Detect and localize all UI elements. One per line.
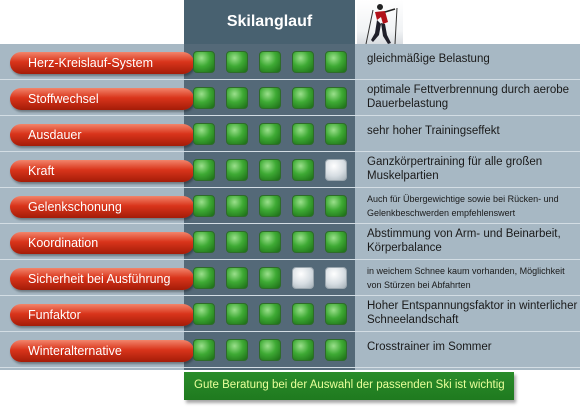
criteria-row — [0, 224, 580, 260]
criteria-description: in weichem Schnee kaum vorhanden, Möglichkeit von Stürzen bei Abfahrten — [367, 266, 565, 290]
criteria-label: Sicherheit bei Ausführung — [10, 268, 194, 290]
criteria-description: Auch für Übergewichtige sowie bei Rücken- und Gelenkbeschwerden empfehlenswert — [367, 194, 559, 218]
rating-square-filled — [193, 303, 215, 325]
rating-square-filled — [292, 51, 314, 73]
criteria-row — [0, 332, 580, 368]
rating-square-filled — [259, 303, 281, 325]
rating-square-filled — [193, 231, 215, 253]
rating-square-filled — [193, 51, 215, 73]
rating-square-filled — [193, 195, 215, 217]
rating-square-filled — [193, 339, 215, 361]
rating-square-filled — [193, 87, 215, 109]
rating-square-filled — [226, 339, 248, 361]
rating-square-empty — [325, 267, 347, 289]
rating-square-empty — [325, 159, 347, 181]
rating-square-filled — [292, 339, 314, 361]
criteria-description: Abstimmung von Arm- und Beinarbeit, Körperbalance — [367, 228, 561, 254]
rating-square-filled — [259, 195, 281, 217]
rating-square-filled — [325, 195, 347, 217]
rating-square-filled — [193, 159, 215, 181]
criteria-label: Gelenkschonung — [10, 196, 194, 218]
skier-photo — [357, 0, 403, 44]
criteria-description: sehr hoher Trainingseffekt — [367, 125, 500, 137]
footer-note: Gute Beratung bei der Auswahl der passenden Ski ist wichtig — [184, 372, 514, 400]
rating-square-filled — [226, 303, 248, 325]
criteria-row — [0, 116, 580, 152]
rating-square-filled — [259, 339, 281, 361]
criteria-row — [0, 260, 580, 296]
skier-icon — [357, 0, 403, 44]
criteria-label: Herz-Kreislauf-System — [10, 52, 194, 74]
criteria-row — [0, 152, 580, 188]
rating-square-filled — [226, 159, 248, 181]
rating-square-filled — [259, 87, 281, 109]
rating-square-filled — [259, 123, 281, 145]
rating-square-filled — [193, 123, 215, 145]
rating-square-filled — [292, 123, 314, 145]
rating-square-filled — [325, 231, 347, 253]
rating-square-filled — [259, 231, 281, 253]
rating-square-filled — [325, 339, 347, 361]
rating-square-filled — [226, 195, 248, 217]
rating-square-filled — [325, 303, 347, 325]
rating-square-filled — [259, 267, 281, 289]
rating-square-filled — [325, 51, 347, 73]
rating-square-filled — [292, 87, 314, 109]
criteria-label: Ausdauer — [10, 124, 194, 146]
rating-square-filled — [193, 267, 215, 289]
rating-square-filled — [292, 231, 314, 253]
criteria-description: Ganzkörpertraining für alle großen Muskelpartien — [367, 156, 543, 182]
criteria-label: Stoffwechsel — [10, 88, 194, 110]
rating-square-filled — [226, 231, 248, 253]
criteria-label: Funfaktor — [10, 304, 194, 326]
criteria-row — [0, 188, 580, 224]
criteria-row — [0, 80, 580, 116]
criteria-description: Crosstrainer im Sommer — [367, 341, 492, 353]
criteria-description: gleichmäßige Belastung — [367, 53, 490, 65]
rating-square-empty — [292, 267, 314, 289]
rating-square-filled — [226, 87, 248, 109]
criteria-label: Koordination — [10, 232, 194, 254]
criteria-label: Kraft — [10, 160, 194, 182]
criteria-row — [0, 44, 580, 80]
rating-square-filled — [259, 51, 281, 73]
criteria-description: Hoher Entspannungsfaktor in winterlicher Schneelandschaft — [367, 300, 578, 326]
rating-square-filled — [292, 195, 314, 217]
rating-square-filled — [226, 123, 248, 145]
rating-square-filled — [226, 51, 248, 73]
rating-square-filled — [325, 87, 347, 109]
rating-square-filled — [325, 123, 347, 145]
criteria-row — [0, 296, 580, 332]
rating-square-filled — [226, 267, 248, 289]
chart-title: Skilanglauf — [226, 13, 313, 30]
rating-square-filled — [292, 159, 314, 181]
title-bar — [184, 0, 355, 44]
rating-square-filled — [292, 303, 314, 325]
criteria-label: Winteralternative — [10, 340, 194, 362]
rating-square-filled — [259, 159, 281, 181]
criteria-description: optimale Fettverbrennung durch aerobe Dauerbelastung — [367, 84, 570, 110]
